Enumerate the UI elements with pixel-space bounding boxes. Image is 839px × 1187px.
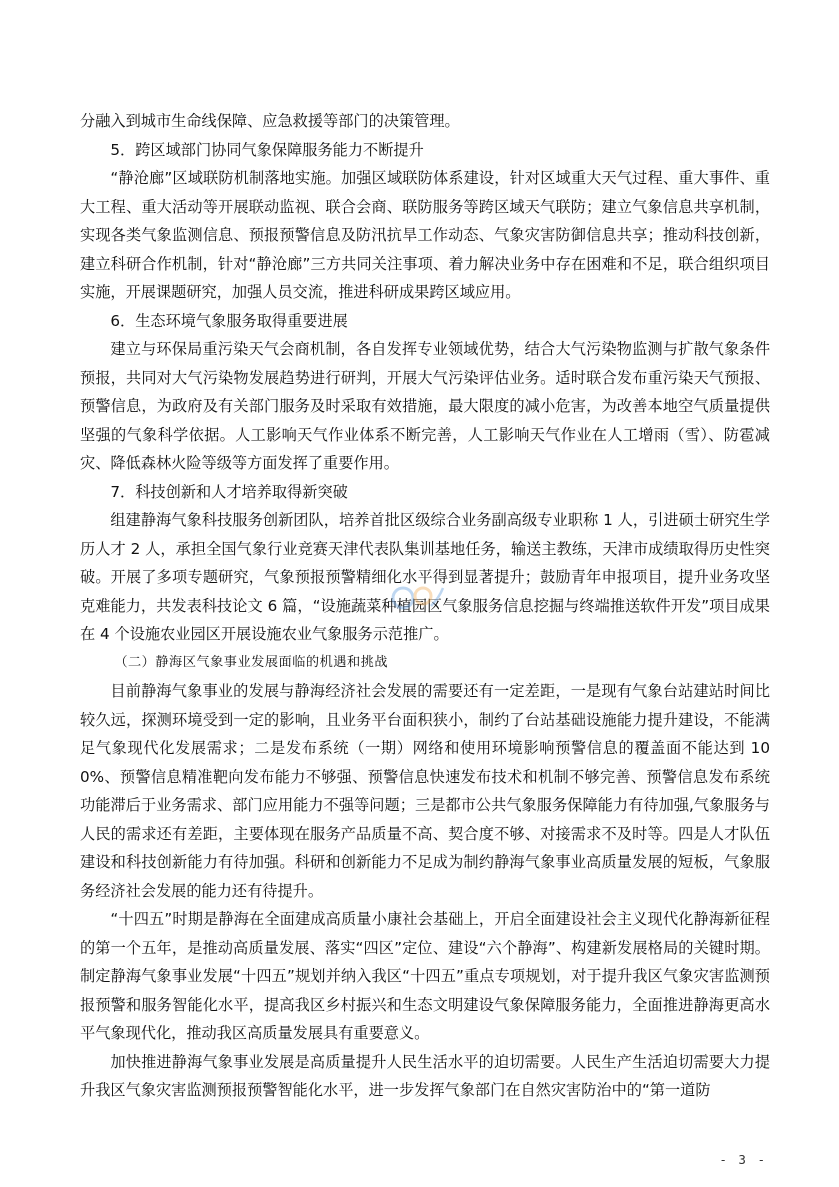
paragraph-current-gaps: 目前静海气象事业的发展与静海经济社会发展的需要还有一定差距，一是现有气象台站建站时间比较久远，探测环境受到一定的影响，且业务平台面积狭小，制约了台站基础设施能力提升建设，不能满足气象现代化发展需求；二是发布系统（一期）网络和使用环境影响预警信息的覆盖面不能达到 100%、预警信息精准靶向发布能力不够强、预警信息快速发布技术和机制不够完善、预警信息发布系统功能滞后于业务需求、部门应用能力不强等问题；三是都市公共气象服务保障能力有待加强,气象服务与人民的需求还有差距，主要体现在服务产品质量不高、契合度不够、对接需求不及时等。四是人才队伍建设和科技创新能力有待加强。科研和创新能力不足成为制约静海气象事业高质量发展的短板，气象服务经济社会发展的能力还有待提升。 bbox=[80, 682, 770, 900]
page-number: - 3 - bbox=[719, 1152, 767, 1167]
paragraph-regional-cooperation: “静沧廊”区域联防机制落地实施。加强区域联防体系建设，针对区域重大天气过程、重大事件、重大工程、重大活动等开展联动监视、联合会商、联防服务等跨区域天气联防；建立气象信息共享机制，实现各类气象监测信息、预报预警信息及防汛抗旱工作动态、气象灾害防御信息共享；推动科技创新，建立科研合作机制，针对“静沧廊”三方共同关注事项、着力解决业务中存在困难和不足，联合组织项目实施，开展课题研究，加强人员交流，推进科研成果跨区域应用。 bbox=[80, 169, 770, 301]
paragraph-accelerate-development: 加快推进静海气象事业发展是高质量提升人民生活水平的迫切需要。人民生产生活迫切需要大力提升我区气象灾害监测预报预警智能化水平，进一步发挥气象部门在自然灾害防治中的“第一道防 bbox=[80, 1052, 770, 1099]
paragraph-continuation: 分融入到城市生命线保障、应急救援等部门的决策管理。 bbox=[80, 112, 460, 130]
section-heading-6: 6．生态环境气象服务取得重要进展 bbox=[110, 311, 348, 330]
paragraph-tech-innovation: 组建静海气象科技服务创新团队，培养首批区级综合业务副高级专业职称 1 人，引进硕士研究生学历人才 2 人，承担全国气象行业竞赛天津代表队集训基地任务，输送主教练，天津市成绩取得历史性突破。开展了多项专题研究，气象预报预警精细化水平得到显著提升；鼓励青年申报项目，提升业务攻坚克难能力，共发表科技论文 6 篇，“设施蔬菜种植园区气象服务信息挖掘与终端推送软件开发”项目成果在 4 个设施农业园区开展设施农业气象服务示范推广。 bbox=[80, 511, 770, 643]
section-heading-5: 5．跨区域部门协同气象保障服务能力不断提升 bbox=[110, 140, 424, 159]
subsection-heading-opportunities: （二）静海区气象事业发展面临的机遇和挑战 bbox=[114, 654, 389, 670]
paragraph-14th-five-year: “十四五”时期是静海在全面建成高质量小康社会基础上，开启全面建设社会主义现代化静海新征程的第一个五年，是推动高质量发展、落实“四区”定位、建设“六个静海”、构建新发展格局的关键时期。制定静海气象事业发展“十四五”规划并纳入我区“十四五”重点专项规划，对于提升我区气象灾害监测预报预警和服务智能化水平，提高我区乡村振兴和生态文明建设气象保障服务能力，全面推进静海更高水平气象现代化，推动我区高质量发展具有重要意义。 bbox=[80, 910, 770, 1042]
section-heading-7: 7．科技创新和人才培养取得新突破 bbox=[110, 482, 348, 501]
watermark-logo-icon bbox=[387, 578, 447, 618]
paragraph-eco-environment: 建立与环保局重污染天气会商机制，各自发挥专业领域优势，结合大气污染物监测与扩散气象条件预报，共同对大气污染物发展趋势进行研判，开展大气污染评估业务。适时联合发布重污染天气预报、预警信息，为政府及有关部门服务及时采取有效措施，最大限度的减小危害，为改善本地空气质量提供坚强的气象科学依据。人工影响天气作业体系不断完善，人工影响天气作业在人工增雨（雪）、防雹减灾、降低森林火险等级等方面发挥了重要作用。 bbox=[80, 340, 770, 472]
